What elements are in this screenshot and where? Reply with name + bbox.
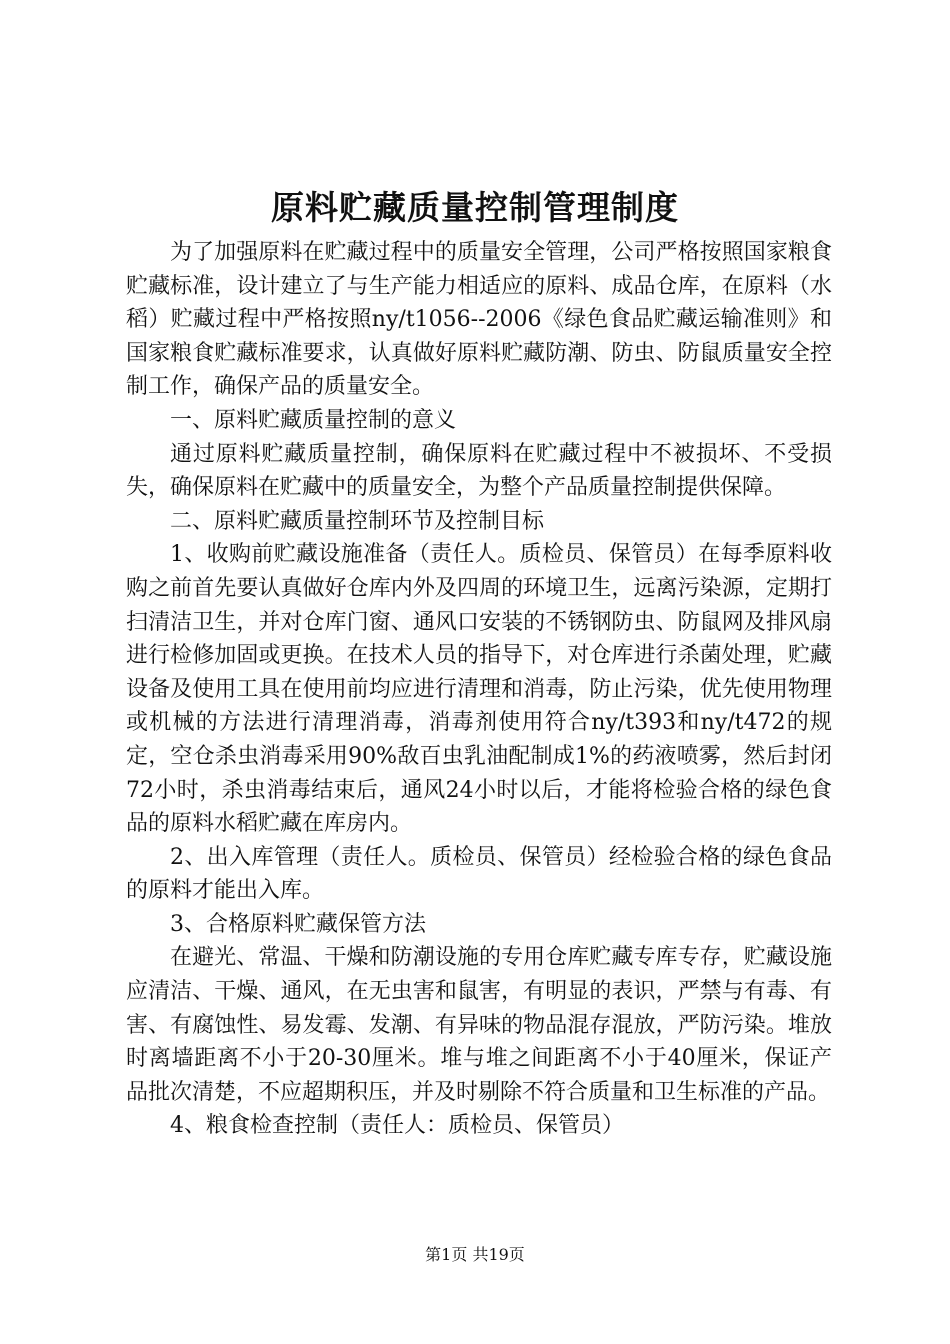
page-number-footer: 第1页 共19页 (425, 1245, 525, 1264)
intro-paragraph: 为了加强原料在贮藏过程中的质量安全管理，公司严格按照国家粮食贮藏标准，设计建立了与生产能力相适应的原料、成品仓库，在原料（水稻）贮藏过程中严格按照ny/t1056--2006《绿色食品贮藏运输准则》和国家粮食贮藏标准要求，认真做好原料贮藏防潮、防虫、防鼠质量安全控制工作，确保产品的质量安全。 (126, 240, 832, 400)
document-title: 原料贮藏质量控制管理制度 (271, 188, 679, 227)
item-2-paragraph: 2、出入库管理（责任人。质检员、保管员）经检验合格的绿色食品的原料才能出入库。 (126, 844, 832, 904)
item-3-heading: 3、合格原料贮藏保管方法 (170, 911, 426, 937)
section-heading-significance: 一、原料贮藏质量控制的意义 (170, 407, 457, 433)
item-3-paragraph: 在避光、常温、干燥和防潮设施的专用仓库贮藏专库专存，贮藏设施应清洁、干燥、通风，在无虫害和鼠害，有明显的表识，严禁与有毒、有害、有腐蚀性、易发霉、发潮、有异味的物品混存混放，严防污染。堆放时离墙距离不小于20-30厘米。堆与堆之间距离不小于40厘米，保证产品批次清楚，不应超期积压，并及时剔除不符合质量和卫生标准的产品。 (126, 945, 832, 1105)
item-4-heading: 4、粮食检查控制（责任人：质检员、保管员） (170, 1113, 624, 1139)
document-body (126, 236, 832, 1143)
item-1-paragraph: 1、收购前贮藏设施准备（责任人。质检员、保管员）在每季原料收购之前首先要认真做好仓库内外及四周的环境卫生，远离污染源，定期打扫清洁卫生，并对仓库门窗、通风口安装的不锈钢防虫、防鼠网及排风扇进行检修加固或更换。在技术人员的指导下，对仓库进行杀菌处理，贮藏设备及使用工具在使用前均应进行清理和消毒，防止污染，优先使用物理或机械的方法进行清理消毒，消毒剂使用符合ny/t393和ny/t472的规定，空仓杀虫消毒采用90%敌百虫乳油配制成1%的药液喷雾，然后封闭72小时，杀虫消毒结束后，通风24小时以后，才能将检验合格的绿色食品的原料水稻贮藏在库房内。 (126, 542, 832, 837)
section-heading-control-points: 二、原料贮藏质量控制环节及控制目标 (170, 508, 545, 534)
significance-paragraph: 通过原料贮藏质量控制，确保原料在贮藏过程中不被损坏、不受损失，确保原料在贮藏中的质量安全，为整个产品质量控制提供保障。 (126, 441, 832, 501)
